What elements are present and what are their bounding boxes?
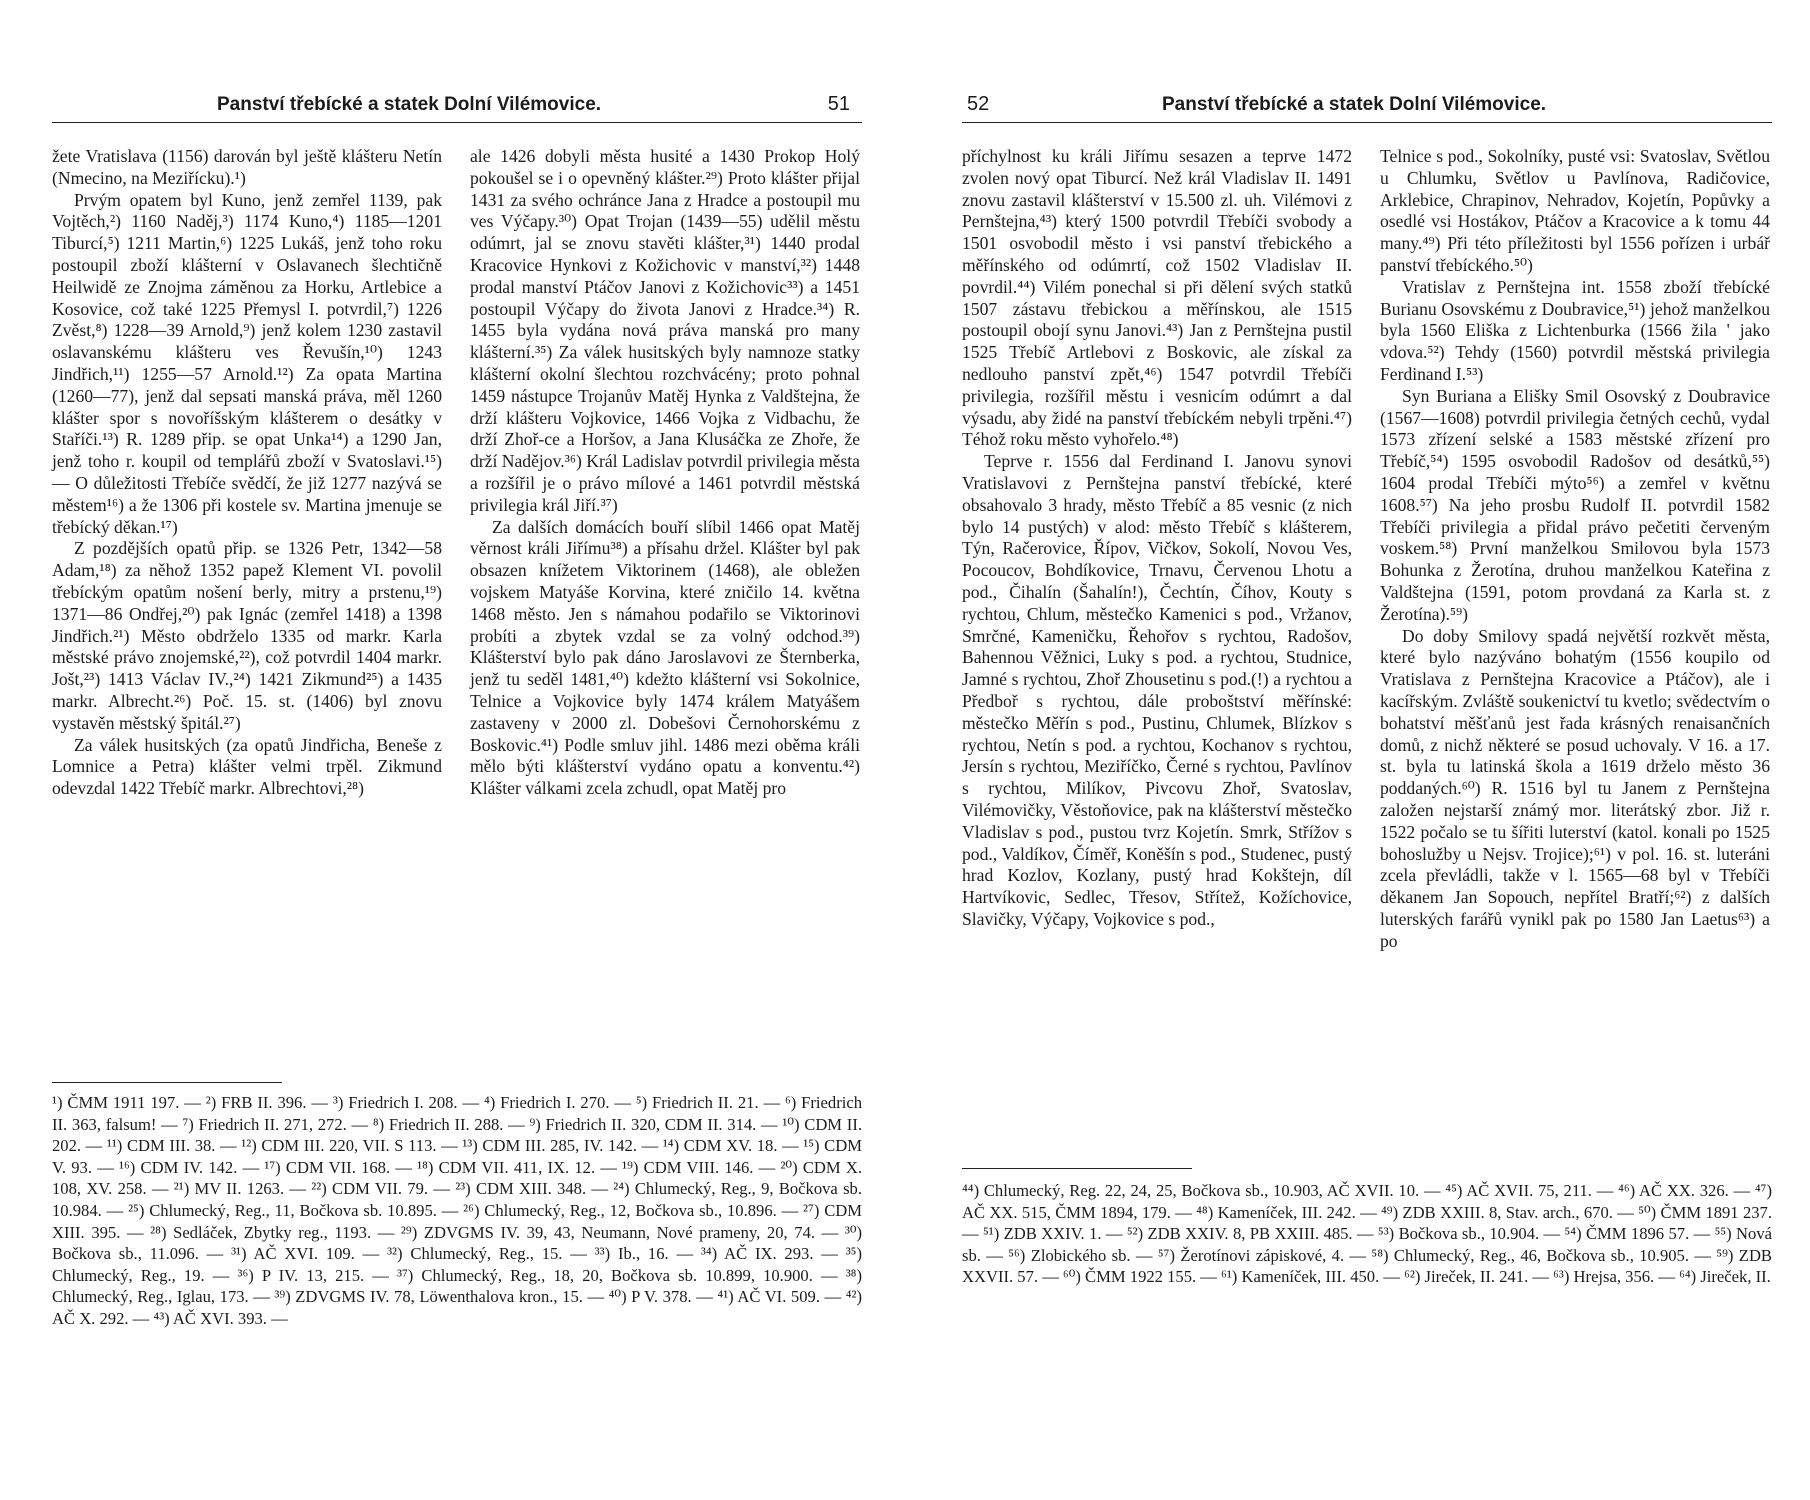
- paragraph: příchylnost ku králi Jiřímu sesazen a teprve 1472 zvolen nový opat Tiburcí. Než král Vladislav II. 1491 znovu zastavil klášterství v 15.500 zl. uh. Vilémovi z Pernštejna,⁴³) který 1500 potvrdil Třebíči svobody a 1501 osvobodil město i vsi panství třebického a měřínského od odúmrtí, což 1502 Vladislav II. povrdil.⁴⁴) Vilém ponechal si při dělení svých statků 1507 zástavu třebickou a měřínskou, ale 1515 postoupil obojí synu Janovi.⁴³) Jan z Pernštejna pustil 1525 Třebíč Artlebovi z Boskovic, ale získal za nedlouho panství zpět,⁴⁶) 1547 potvrdil Třebíči privilegia, rozšířil městu i vesnicím odúmrt a dal výsadu, aby židé na panství třebíckém nebyli trpěni.⁴⁷) Téhož roku město vyhořelo.⁴⁸): [962, 146, 1352, 450]
- text-column-2: [470, 146, 860, 800]
- paragraph: Do doby Smilovy spadá největší rozkvět města, které bylo nazýváno bohatým (1556 koupilo od Vratislava z Pernštejna Kracovice a Ptáčov), ale i kacířským. Zvláště soukenictví tu kvetlo; svědectvím o bohatství měšťanů jest řada krásných renaisančních domů, z nichž některé se posud uchovaly. V 16. a 17. st. byla tu latinská škola a 1619 drželo město 36 poddaných.⁶⁰) R. 1516 byl tu Janem z Pernštejna založen nejstarší známý mor. literátský zbor. Již r. 1522 počalo se tu šířiti luterství (katol. konali po 1525 bohoslužby u Nejsv. Trojice);⁶¹) v pol. 16. st. luteráni zcela převládli, takže v l. 1565—68 byl v Třebíči děkanem Jan Sopouch, nepřítel Bratří;⁶²) z dalších luterských farářů vynikl pak po 1580 Jan Laetus⁶³) a po: [1380, 625, 1770, 951]
- text-column-2: [1380, 146, 1770, 952]
- page-number: 51: [827, 93, 850, 115]
- paragraph: Syn Buriana a Elišky Smil Osovský z Doubravice (1567—1608) potvrdil privilegia četných cechů, vydal 1573 zřízení selské a 1583 městské zřízení pro Třebíč,⁵⁴) 1595 osvobodil Radošov od desátků,⁵⁵) 1604 prodal Třebíči mýto⁵⁶) a zemřel v květnu 1608.⁵⁷) Na jeho prosbu Rudolf II. potvrdil 1582 Třebíči privilegia a přidal právo pečetiti červeným voskem.⁵⁸) První manželkou Smilovou byla 1573 Bohunka z Žerotína, druhou manželkou Kateřina z Valdštejna (1591, potom provdaná za Karla st. z Žerotína).⁵⁹): [1380, 385, 1770, 624]
- footnotes: ¹) ČMM 1911 197. — ²) FRB II. 396. — ³) Friedrich I. 208. — ⁴) Friedrich I. 270. — ⁵) Friedrich II. 21. — ⁶) Friedrich II. 363, falsum! — ⁷) Friedrich II. 271, 272. — ⁸) Friedrich II. 288. — ⁹) Friedrich II. 320, CDM II. 314. — ¹⁰) CDM II. 202. — ¹¹) CDM III. 38. — ¹²) CDM III. 220, VII. S 113. — ¹³) CDM III. 285, IV. 142. — ¹⁴) CDM XV. 18. — ¹⁵) CDM V. 93. — ¹⁶) CDM IV. 142. — ¹⁷) CDM VII. 168. — ¹⁸) CDM VII. 411, IX. 12. — ¹⁹) CDM VIII. 146. — ²⁰) CDM X. 108, XV. 258. — ²¹) MV II. 1263. — ²²) CDM VII. 79. — ²³) CDM XIII. 348. — ²⁴) Chlumecký, Reg., 9, Bočkova sb. 10.984. — ²⁵) Chlumecký, Reg., 11, Bočkova sb. 10.895. — ²⁶) Chlumecký, Reg., 12, Bočkova sb., 10.896. — ²⁷) CDM XIII. 395. — ²⁸) Sedláček, Zbytky reg., 1193. — ²⁹) ZDVGMS IV. 39, 43, Neumann, Nové prameny, 20, 74. — ³⁰) Bočkova sb., 11.096. — ³¹) AČ XVI. 109. — ³²) Chlumecký, Reg., 15. — ³³) Ib., 16. — ³⁴) AČ IX. 293. — ³⁵) Chlumecký, Reg., 19. — ³⁶) P IV. 13, 215. — ³⁷) Chlumecký, Reg., 18, 20, Bočkova sb. 10.899, 10.900. — ³⁸) Chlumecký, Reg., Iglau, 173. — ³⁹) ZDVGMS IV. 78, Löwenthalova kron., 15. — ⁴⁰) P V. 378. — ⁴¹) AČ VI. 509. — ⁴²) AČ X. 292. — ⁴³) AČ XVI. 393. —: [52, 1093, 862, 1328]
- paragraph: žete Vratislava (1156) darován byl ještě klášteru Netín (Nmecino, na Meziřícku).¹): [52, 146, 442, 188]
- right-page: [962, 0, 1772, 1500]
- running-head-title: Panství třebícké a statek Dolní Vilémovice.: [1162, 94, 1547, 115]
- text-column-1: [962, 146, 1352, 931]
- left-page: [52, 0, 862, 1500]
- paragraph: Vratislav z Pernštejna int. 1558 zboží třebícké Burianu Osovskému z Doubravice,⁵¹) jehož manželkou byla 1560 Eliška z Lichtenburka (1566 žila ' jako vdova.⁵²) Tehdy (1560) potvrdil městská privilegia Ferdinand I.⁵³): [1380, 276, 1770, 384]
- paragraph: Z pozdějších opatů přip. se 1326 Petr, 1342—58 Adam,¹⁸) za něhož 1352 papež Klement VI. povolil třebíckým opatům nošení berly, mitry a prstenu,¹⁹) 1371—86 Ondřej,²⁰) pak Ignác (zemřel 1418) a 1398 Jindřich.²¹) Město obdrželo 1335 od markr. Karla městské právo znojemské,²²), což potvrdil 1404 markr. Jošt,²³) 1413 Václav IV.,²⁴) 1421 Zikmund²⁵) a 1435 markr. Albrecht.²⁶) Poč. 15. st. (1406) byl znovu vystavěn městský špitál.²⁷): [52, 538, 442, 733]
- running-head: [52, 88, 862, 123]
- running-head-title: Panství třebícké a statek Dolní Vilémovice.: [217, 94, 602, 115]
- paragraph: Telnice s pod., Sokolníky, pusté vsi: Svatoslav, Světlou u Chlumku, Světlov u Pavlínova, Radičovice, Arklebice, Chrapinov, Nehradov, Kojetín, Popůvky a osedlé vsi Hostákov, Ptáčov a Kracovice a k tomu 44 many.⁴⁹) Při této příležitosti byl 1556 pořízen i urbář panství třebíckého.⁵⁰): [1380, 146, 1770, 275]
- text-column-1: [52, 146, 442, 800]
- paragraph: ale 1426 dobyli města husité a 1430 Prokop Holý pokoušel se i o opevněný klášter.²⁹) Proto klášter přijal 1431 za svého ochránce Jana z Hradce a postoupil mu ves Výčapy.³⁰) Opat Trojan (1439—55) udělil městu odúmrt, jal se znovu stavěti klášter,³¹) 1440 prodal Kracovice Hynkovi z Kožichovic v manství,³²) 1448 prodal manství Ptáčov Janovi z Kožichovic³³) a 1451 postoupil Výčapy do života Janovi z Hradce.³⁴) R. 1455 byla vydána nová práva manská pro many klášterní.³⁵) Za válek husitských byly namnoze statky klášterní okolní šlechtou rozchvácény; proto pohnal 1459 nástupce Trojanův Matěj Hynka z Valdštejna, že drží klášteru Vojkovice, 1466 Vojka z Vidbachu, že drží Zhoř-ce a Horšov, a Jana Klusáčka ze Zhoře, že drží Nadějov.³⁶) Král Ladislav potvrdil privilegia města a rozšířil je o právo mílové a 1461 potvrdil městská privilegia král Jiří.³⁷): [470, 146, 860, 515]
- paragraph: Teprve r. 1556 dal Ferdinand I. Janovu synovi Vratislavovi z Pernštejna panství třebícké, které obsahovalo 3 hrady, město Třebíč a 85 vesnic (z nich bylo 14 pustých) v alod: město Třebíč s klášterem, Týn, Račerovice, Řípov, Vičkov, Sokolí, Novou Ves, Pocoucov, Bohdíkovice, Trnavu, Červenou Lhotu a pod., Čihalín (Šahalín!), Čechtín, Číhov, Kouty s rychtou, Chlum, městečko Kamenici s pod., Vržanov, Smrčné, Kameničku, Řehořov s rychtou, Radošov, Bahennou Věžnici, Luky s pod. a rychtou, Studnice, Jamné s rychtou, Zhoř Zhousetinu s pod.(!) a rychtou a Předboř s rychtou, dále proboštství měřínské: městečko Měřín s pod., Pustinu, Chlumek, Blízkov s rychtou, Netín s pod. a rychtou, Kochanov s rychtou, Jersín s rychtou, Meziříčko, Černé s rychtou, Pavlínov s rychtou, Milíkov, Pivcovu Zhoř, Svatoslav, Vilémovičky, Věstoňovice, pak na klášterství městečko Vladislav s pod., pustou tvrz Kojetín. Smrk, Střížov s pod., Valdíkov, Číměř, Koněšín s pod., Studenec, pustý hrad Kozlov, Kozlany, pustý hrad Kokštejn, díl Hartvíkovic, Sedlec, Třesov, Střítež, Kožíchovice, Slavičky, Výčapy, Vojkovice s pod.,: [962, 451, 1352, 929]
- paragraph: Za dalších domácích bouří slíbil 1466 opat Matěj věrnost králi Jiřímu³⁸) a přísahu držel. Klášter byl pak obsazen knížetem Viktorinem (1468), ale obležen vojskem Matyáše Korvina, které zničilo 14. května 1468 město. Jen s námahou podařilo se Viktorinovi probíti a zbytek vzdal se za volný odchod.³⁹) Klášterství bylo pak dáno Jaroslavovi ze Šternberka, jenž tu seděl 1481,⁴⁰) kdežto klášterní vsi Sokolnice, Telnice a Vojkovice byly 1474 králem Matyášem zastaveny v 2000 zl. Dobešovi Černohorskému z Boskovic.⁴¹) Podle smluv jihl. 1486 mezi oběma králi mělo býti klášterství vydáno opatu a konventu.⁴²) Klášter válkami zcela zchudl, opat Matěj pro: [470, 516, 860, 799]
- page-number: 52: [967, 93, 990, 115]
- paragraph: Prvým opatem byl Kuno, jenž zemřel 1139, pak Vojtěch,²) 1160 Naděj,³) 1174 Kuno,⁴) 1185—1201 Tiburcí,⁵) 1211 Martin,⁶) 1225 Lukáš, jenž toho roku postoupil zboží klášterní v Oslavanech šlechtičně Heilwidě ze Znojma záměnou za Horku, Artlebice a Kosovice, což také 1225 Přemysl I. potvrdil,⁷) 1226 Zvěst,⁸) 1228—39 Arnold,⁹) jenž kolem 1230 zastavil oslavanskému klášteru ves Řevušín,¹⁰) 1243 Jindřich,¹¹) 1255—57 Arnold.¹²) Za opata Martina (1260—77), jenž dal sepsati manská práva, měl 1260 klášter spor s novoříšským klášterem o desátky v Staříči.¹³) R. 1289 přip. se opat Unka¹⁴) a 1290 Jan, jenž toho r. koupil od templářů zboží v Svatoslavi.¹⁵) — O důležitosti Třebíče svědčí, že již 1277 nazývá se městem¹⁶) a že 1306 při kostele sv. Martina jmenuje se třebícký děkan.¹⁷): [52, 189, 442, 537]
- footnotes: ⁴⁴) Chlumecký, Reg. 22, 24, 25, Bočkova sb., 10.903, AČ XVII. 10. — ⁴⁵) AČ XVII. 75, 211. — ⁴⁶) AČ XX. 326. — ⁴⁷) AČ XX. 515, ČMM 1894, 179. — ⁴⁸) Kameníček, III. 242. — ⁴⁹) ZDB XXIII. 8, Stav. arch., 670. — ⁵⁰) ČMM 1891 237. — ⁵¹) ZDB XXIV. 1. — ⁵²) ZDB XXIV. 8, PB XXIII. 485. — ⁵³) Bočkova sb., 10.904. — ⁵⁴) ČMM 1896 57. — ⁵⁵) Nová sb. — ⁵⁶) Zlobického sb. — ⁵⁷) Žerotínovi zápiskové, 4. — ⁵⁸) Chlumecký, Reg., 46, Bočkova sb., 10.905. — ⁵⁹) ZDB XXVII. 57. — ⁶⁰) ČMM 1922 155. — ⁶¹) Kameníček, III. 450. — ⁶²) Jireček, II. 241. — ⁶³) Hrejsa, 356. — ⁶⁴) Jireček, II.: [962, 1181, 1772, 1287]
- running-head: [962, 88, 1772, 123]
- paragraph: Za válek husitských (za opatů Jindřicha, Beneše z Lomnice a Petra) klášter velmi trpěl. Zikmund odevzdal 1422 Třebíč markr. Albrechtovi,²⁸): [52, 734, 442, 799]
- footnote-rule: [52, 1082, 282, 1083]
- footnote-rule: [962, 1168, 1192, 1169]
